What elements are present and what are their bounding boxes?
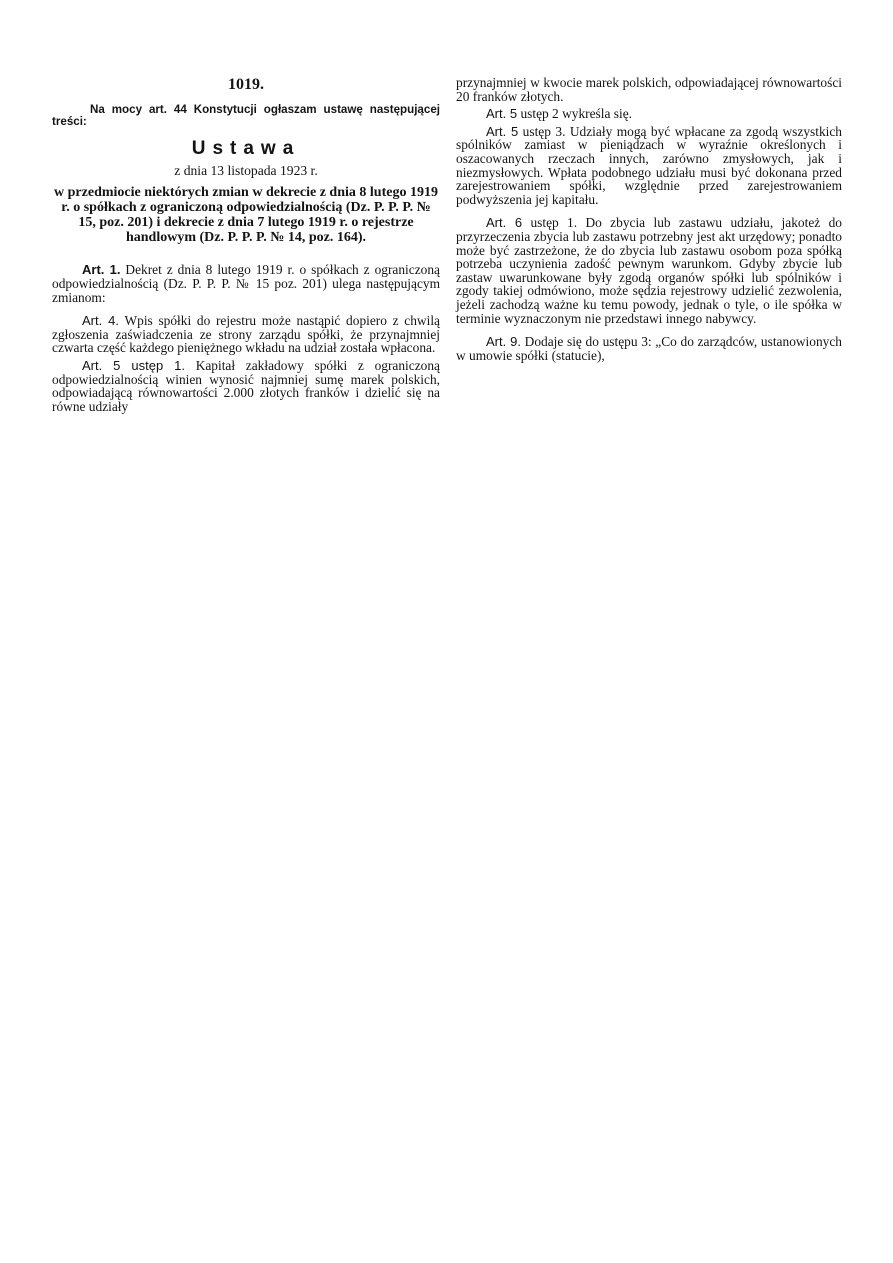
act-heading: Ustawa	[191, 138, 301, 159]
intro-text: Na mocy art. 44 Konstytucji ogłaszam ustawę następującej treści:	[52, 102, 440, 128]
article-text: Wpis spółki do rejestru może nastąpić dopiero z chwilą zgłoszenia zaświadczenia ze strony zarządu spółki, że przynajmniej czwarta część każdego pieniężnego wkładu na udział została wpłacona.	[52, 313, 440, 356]
article-text: Dodaje się do ustępu 3: „Co do zarządców, ustanowionych w umowie spółki (statucie),	[456, 334, 843, 363]
position-number: 1019.	[228, 76, 264, 93]
paragraph-continuation	[456, 76, 842, 103]
act-subject: w przedmiocie niektórych zmian w dekrecie z dnia 8 lutego 1919 r. o spółkach z ograniczoną odpowiedzialnością (Dz. P. P. P. № 15, poz. 201) i dekrecie z dnia 7 lutego 1919 r. o rejestrze handlowym (Dz. P. P. P. № 14, poz. 164).	[54, 185, 438, 245]
article-text: ustęp 2 wykreśla się.	[520, 106, 633, 122]
article-text: ustęp 1. Do zbycia lub zastawu udziału, jakoteż do przyrzeczenia zbycia lub zastawu potrzebny jest akt urzędowy; ponadto może być zastrzeżone, że do zbycia lub zastawu osobom poza spółką potrzeba uczynienia zadość pewnym warunkom. Gdyby zbycie lub zastaw uwarunkowane były zgodą organów spółki lub spólników i zgody takiej odmówiono, może sędzia rejestrowy udzielić zezwolenia, jeżeli zachodzą ważne ku temu powody, jednak o tyle, o ile spółka w terminie wyznaczonym nie przedstawi innego nabywcy.	[456, 215, 842, 326]
paragraph-art-5-2	[456, 107, 842, 121]
paragraph-art-5-1	[52, 359, 440, 413]
paragraph-art-5-3	[456, 125, 842, 207]
article-label: Art. 1.	[82, 262, 121, 278]
article-label: Art. 6	[486, 215, 523, 231]
paragraph-art-6-1	[456, 216, 842, 325]
article-text: ustęp 3. Udziały mogą być wpłacane za zgodą wszystkich spólników zamiast w pieniądzach w wyraźnie określonych i oszacowanych rzeczach innych, zarówno zmysłowych, jak i niezmysłowych. Wpłata podobnego udziału musi być dokonana przed zarejestrowaniem spółki, względnie przed zarejestrowaniem podwyższenia jej kapitału.	[456, 123, 843, 207]
paragraph-art-1	[52, 263, 440, 304]
article-label: Art. 5	[486, 106, 518, 122]
article-text: Kapitał zakładowy spółki z ograniczoną odpowiedzialnością winien wynosić najmniej sumę marek polskich, odpowiadającą równowartości 2.000 złotych franków i dzielić się na równe udziały	[52, 357, 440, 414]
article-label: Art. 4.	[82, 313, 120, 329]
article-label: Art. 5 ustęp 1.	[82, 357, 185, 373]
article-text: przynajmniej w kwocie marek polskich, odpowiadającej równowartości 20 franków złotych.	[456, 75, 842, 104]
paragraph-art-9	[456, 335, 842, 362]
right-column	[456, 76, 842, 366]
article-label: Art. 5	[486, 123, 519, 139]
article-text: Dekret z dnia 8 lutego 1919 r. o spółkach z ograniczoną odpowiedzialnością (Dz. P. P. P. № 15 poz. 201) ulega następującym zmianom:	[52, 262, 440, 305]
paragraph-art-4	[52, 314, 440, 355]
left-column	[52, 76, 440, 417]
article-label: Art. 9.	[486, 334, 521, 350]
act-date: z dnia 13 listopada 1923 r.	[174, 162, 318, 178]
